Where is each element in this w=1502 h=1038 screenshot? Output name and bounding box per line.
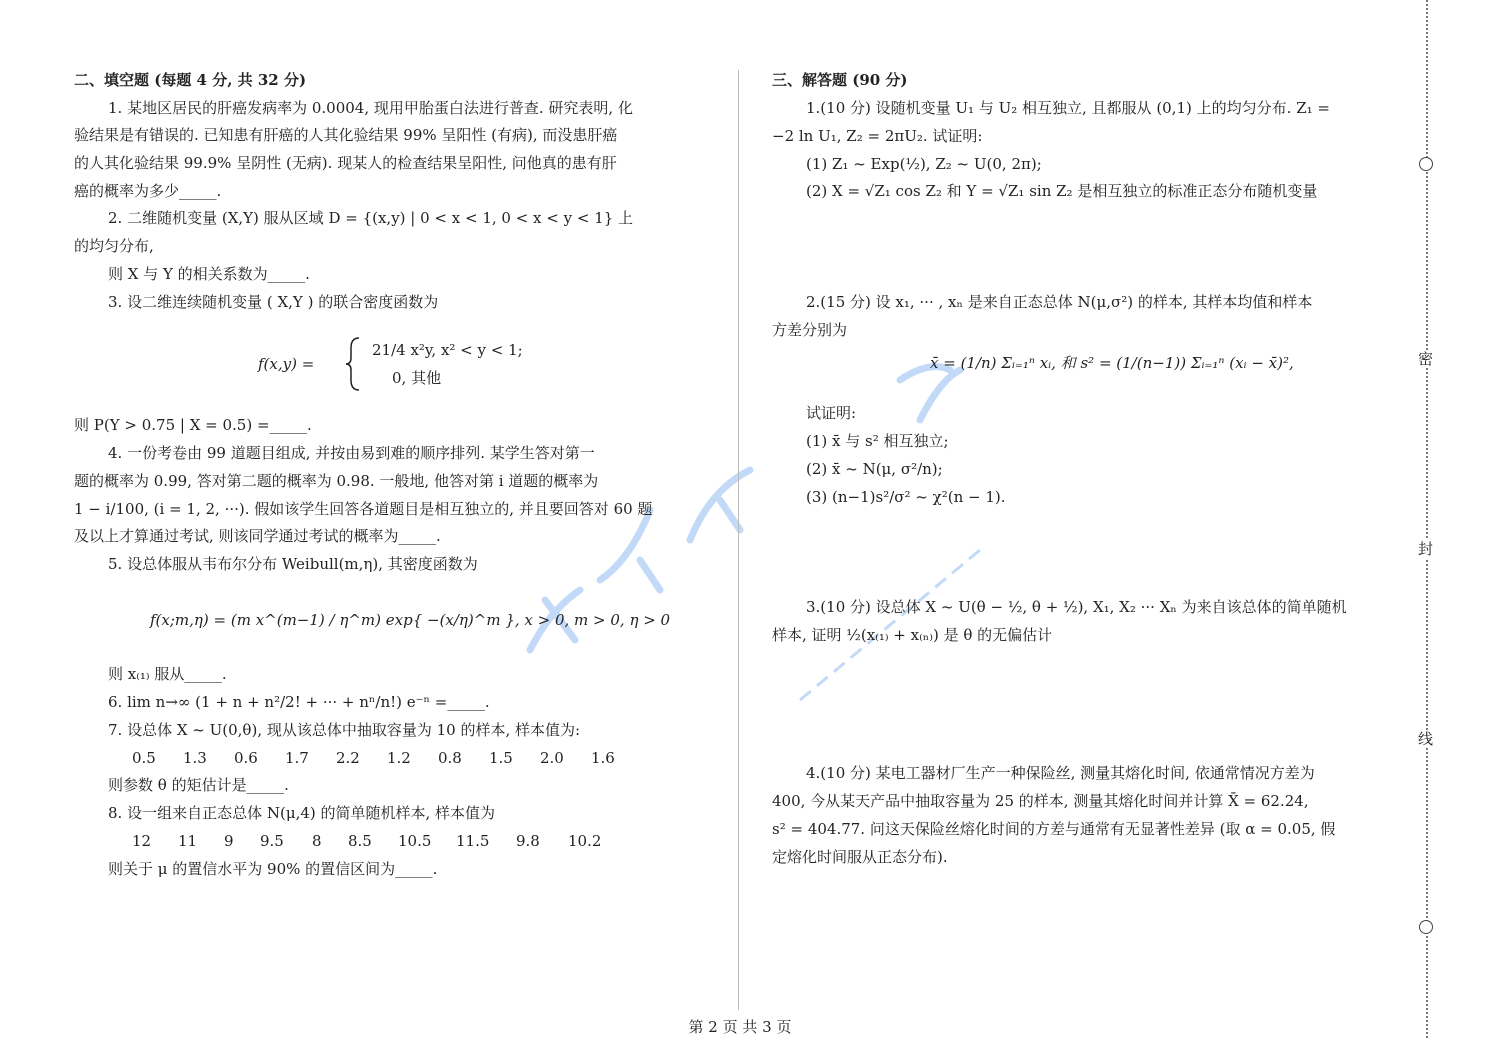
sample-value: 10.2 [568,832,602,850]
q4-line: 及以上才算通过考试, 则该同学通过考试的概率为_____. [74,527,441,545]
q4-line: 题的概率为 0.99, 答对第二题的概率为 0.98. 一般地, 他答对第 i 道题的概率为 [74,472,599,490]
q2-proof: (2) x̄ ~ N(μ, σ²/n); [806,460,943,478]
q2-proof: (1) x̄ 与 s² 相互独立; [806,432,949,450]
q2-formula: x̄ = (1/n) Σᵢ₌₁ⁿ xᵢ, 和 s² = (1/(n−1)) Σᵢ₌₁ⁿ (xᵢ − x̄)², [930,354,1294,372]
q2-line: 方差分别为 [772,321,848,339]
q2-line: 2. 二维随机变量 (X,Y) 服从区域 D = {(x,y) | 0 < x < 1, 0 < x < y < 1} 上 [108,209,634,227]
binding-hole-icon [1419,157,1433,171]
q7-samples [132,748,642,768]
sample-value: 11.5 [456,832,490,850]
q6-line: 6. lim n→∞ (1 + n + n²/2! + ··· + nⁿ/n!) e⁻ⁿ =_____. [108,693,490,711]
sample-value: 1.6 [591,749,615,767]
q8-line: 则关于 μ 的置信水平为 90% 的置信区间为_____. [108,860,438,878]
binding-hole-icon [1419,920,1433,934]
q1-line: (2) X = √Z₁ cos Z₂ 和 Y = √Z₁ sin Z₂ 是相互独立的标准正态分布随机变量 [806,182,1318,200]
sample-value: 1.3 [183,749,207,767]
sample-value: 2.0 [540,749,564,767]
q2-proof: (3) (n−1)s²/σ² ~ χ²(n − 1). [806,488,1006,506]
sample-value: 9.5 [260,832,284,850]
brace-icon [345,336,363,392]
q2-line: 的均匀分布, [74,237,154,255]
sample-value: 1.2 [387,749,411,767]
q5-formula: f(x;m,η) = (m x^(m−1) / η^m) exp{ −(x/η)^m }, x > 0, m > 0, η > 0 [150,611,671,629]
sample-value: 0.8 [438,749,462,767]
q4-line: 400, 今从某天产品中抽取容量为 25 的样本, 测量其熔化时间并计算 X̄ = 62.24, [772,792,1309,810]
q1-line: 的人其化验结果 99.9% 呈阴性 (无病). 现某人的检查结果呈阳性, 问他真的患有肝 [74,154,617,172]
q3-line: 则 P(Y > 0.75 | X = 0.5) =_____. [74,416,312,434]
q2-line: 2.(15 分) 设 x₁, ··· , xₙ 是来自正态总体 N(μ,σ²) 的样本, 其样本均值和样本 [806,293,1313,311]
section-heading: 二、填空题 (每题 4 分, 共 32 分) [74,71,307,89]
sample-value: 1.7 [285,749,309,767]
q3-line: 3. 设二维连续随机变量 ( X,Y ) 的联合密度函数为 [108,293,439,311]
q2-line: 则 X 与 Y 的相关系数为_____. [108,265,310,283]
sample-value: 8 [312,832,322,850]
page-footer: 第 2 页 共 3 页 [688,1018,792,1036]
q4-line: 4. 一份考卷由 99 道题目组成, 并按由易到难的顺序排列. 某学生答对第一 [108,444,595,462]
q3-case1: 21/4 x²y, x² < y < 1; [372,341,523,359]
q7-line: 则参数 θ 的矩估计是_____. [108,776,289,794]
q5-line: 5. 设总体服从韦布尔分布 Weibull(m,η), 其密度函数为 [108,555,478,573]
q1-line: 癌的概率为多少_____. [74,182,222,200]
q4-line: 1 − i/100, (i = 1, 2, ···). 假如该学生回答各道题目是相互独立的, 并且要回答对 60 题 [74,500,653,518]
q1-line: (1) Z₁ ~ Exp(½), Z₂ ~ U(0, 2π); [806,155,1042,173]
q4-line: s² = 404.77. 问这天保险丝熔化时间的方差与通常有无显著性差异 (取 α = 0.05, 假 [772,820,1336,838]
q4-line: 4.(10 分) 某电工器材厂生产一种保险丝, 测量其熔化时间, 依通常情况方差为 [806,764,1315,782]
watermark-stroke [690,367,960,540]
q7-line: 7. 设总体 X ~ U(0,θ), 现从该总体中抽取容量为 10 的样本, 样本值为: [108,721,581,739]
q1-line: −2 ln U₁, Z₂ = 2πU₂. 试证明: [772,127,983,145]
q1-line: 验结果是有错误的. 已知患有肝癌的人其化验结果 99% 呈阳性 (有病), 而没患肝癌 [74,126,618,144]
q8-line: 8. 设一组来自正态总体 N(μ,4) 的简单随机样本, 样本值为 [108,804,496,822]
sample-value: 1.5 [489,749,513,767]
q3-line: 3.(10 分) 设总体 X ~ U(θ − ½, θ + ½), X₁, X₂ ··· Xₙ 为来自该总体的简单随机 [806,598,1347,616]
q5-line: 则 x₍₁₎ 服从_____. [108,665,227,683]
sample-value: 0.6 [234,749,258,767]
sample-value: 9 [224,832,234,850]
q3-formula-lhs: f(x,y) = [258,355,315,373]
sample-value: 2.2 [336,749,360,767]
q1-line: 1.(10 分) 设随机变量 U₁ 与 U₂ 相互独立, 且都服从 (0,1) 上的均匀分布. Z₁ = [806,99,1330,117]
sample-value: 12 [132,832,152,850]
sample-value: 0.5 [132,749,156,767]
binding-label-mi: 密 [1418,350,1434,368]
binding-dotted-line [1426,0,1428,1038]
binding-label-feng: 封 [1418,540,1434,558]
q3-line: 样本, 证明 ½(x₍₁₎ + x₍ₙ₎) 是 θ 的无偏估计 [772,626,1053,644]
sample-value: 11 [178,832,198,850]
q1-line: 1. 某地区居民的肝癌发病率为 0.0004, 现用甲胎蛋白法进行普查. 研究表明, 化 [108,99,633,117]
column-divider [738,70,739,1010]
section-heading: 三、解答题 (90 分) [772,71,908,89]
q8-samples [132,831,618,851]
sample-value: 9.8 [516,832,540,850]
q3-case2: 0, 其他 [392,369,442,387]
q4-line: 定熔化时间服从正态分布). [772,848,948,866]
sample-value: 10.5 [398,832,432,850]
q2-proof: 试证明: [806,404,857,422]
binding-label-xian: 线 [1418,730,1434,748]
sample-value: 8.5 [348,832,372,850]
